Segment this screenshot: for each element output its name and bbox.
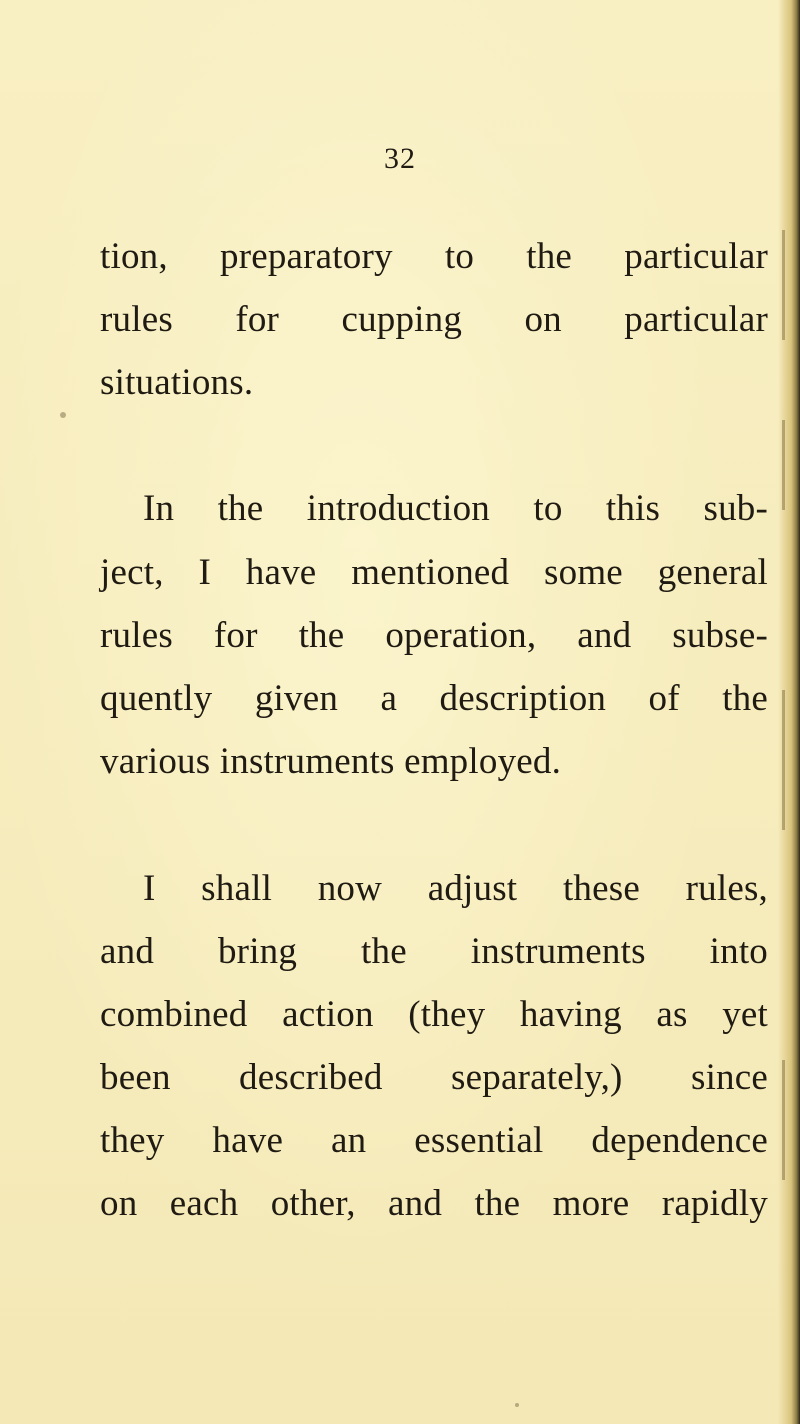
text-line: quently given a description of the	[100, 678, 768, 719]
text-line: been described separately,) since	[100, 1057, 768, 1098]
text-line: rules for cupping on particular	[100, 299, 768, 340]
text-line: I shall now adjust these rules,	[143, 868, 768, 909]
text-line: situations.	[100, 362, 254, 403]
text-line: ject, I have mentioned some general	[100, 552, 768, 593]
text-line: In the introduction to this sub-	[143, 488, 768, 529]
text-line: and bring the instruments into	[100, 931, 768, 972]
text-line: tion, preparatory to the particular	[100, 236, 768, 277]
text-line: on each other, and the more rapidly	[100, 1183, 768, 1224]
page-number: 32	[384, 142, 416, 175]
page-edge-shadow	[778, 0, 800, 1424]
text-line: they have an essential dependence	[100, 1120, 768, 1161]
text-line: combined action (they having as yet	[100, 994, 768, 1035]
paper-speck	[60, 412, 66, 418]
text-line: rules for the operation, and subse-	[100, 615, 768, 656]
text-line: various instruments employed.	[100, 741, 562, 782]
paper-speck	[515, 1403, 519, 1407]
